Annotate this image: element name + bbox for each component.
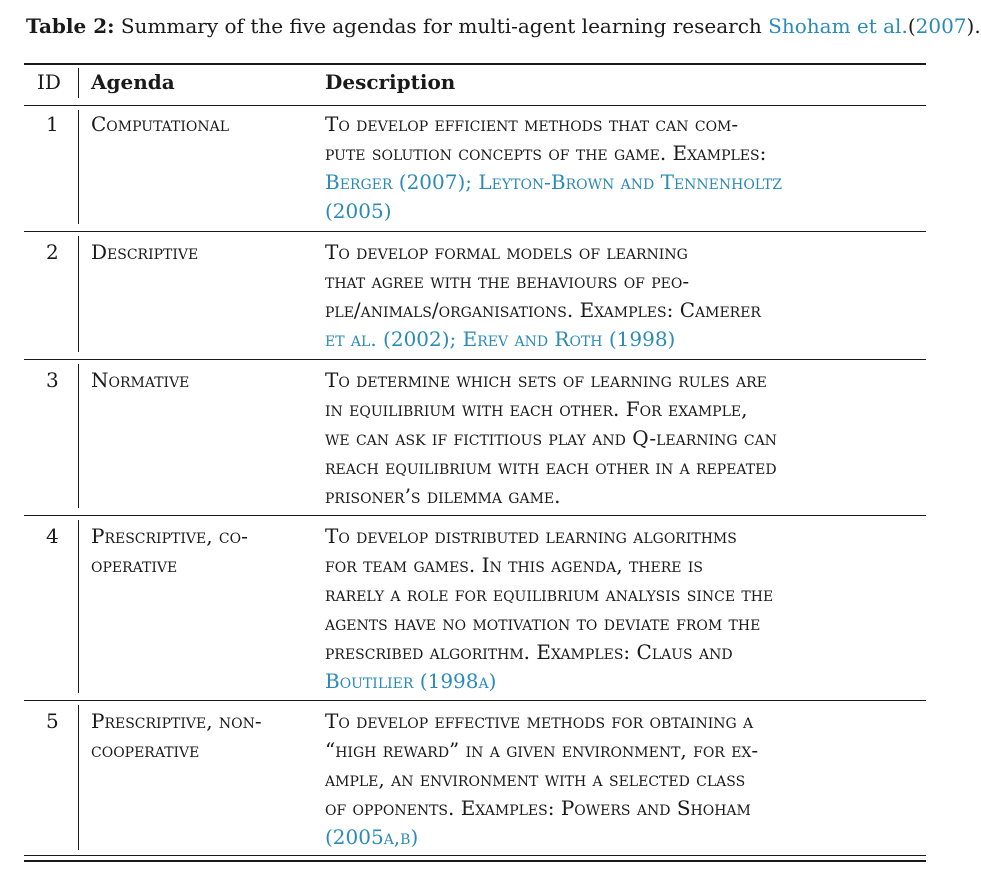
citation-line[interactable]: (2005a,b) (325, 825, 419, 849)
column-divider (78, 236, 79, 352)
row-agenda: Prescriptive, non-cooperative (91, 709, 262, 762)
description-line: To develop effective methods for obtaining a (325, 709, 754, 733)
caption-citation-authors[interactable]: Shoham et al. (768, 14, 908, 38)
description-line: To develop distributed learning algorithms (325, 524, 737, 548)
citation-line[interactable]: Berger (2007); Leyton-Brown and Tennenholtz (325, 170, 783, 194)
column-divider (78, 110, 79, 224)
row-description (325, 238, 915, 354)
description-line: reach equilibrium with each other in a repeated (325, 455, 777, 479)
description-line: ple/animals/organisations. Examples: Camerer (325, 298, 761, 322)
description-line: “high reward” in a given environment, for ex- (325, 738, 759, 762)
row-separator (24, 515, 926, 516)
row-description (325, 366, 915, 511)
header-description: Description (325, 70, 456, 94)
header-agenda: Agenda (91, 70, 175, 94)
row-id: 1 (46, 112, 59, 136)
description-line: of opponents. Examples: Powers and Shoham (325, 796, 751, 820)
row-description (325, 522, 915, 696)
row-separator (24, 359, 926, 360)
table-bottom-rule (24, 860, 926, 862)
row-separator (24, 700, 926, 701)
table-top-rule (24, 63, 926, 65)
description-line: To determine which sets of learning rules are (325, 368, 767, 392)
description-line: we can ask if fictitious play and Q-learning can (325, 426, 777, 450)
description-line: ample, an environment with a selected class (325, 767, 746, 791)
row-agenda: Computational (91, 112, 230, 136)
row-separator (24, 231, 926, 232)
column-divider (78, 520, 79, 693)
description-line: prisoner’s dilemma game. (325, 484, 561, 508)
row-id: 3 (46, 368, 59, 392)
row-agenda: Normative (91, 368, 190, 392)
row-id: 2 (46, 240, 59, 264)
column-divider (78, 364, 79, 508)
caption-citation-year[interactable]: 2007 (915, 14, 967, 38)
description-line: To develop efficient methods that can com- (325, 112, 739, 136)
description-line: pute solution concepts of the game. Examples: (325, 141, 767, 165)
caption-text: Summary of the five agendas for multi-agent learning research (120, 14, 762, 38)
caption-citation-close: ). (966, 14, 981, 38)
description-line: agents have no motivation to deviate from the (325, 611, 761, 635)
description-line: To develop formal models of learning (325, 240, 688, 264)
citation-line[interactable]: Boutilier (1998a) (325, 669, 497, 693)
row-description (325, 110, 915, 226)
column-divider (78, 68, 79, 98)
row-description (325, 707, 915, 852)
description-line: rarely a role for equilibrium analysis since the (325, 582, 774, 606)
row-id: 5 (46, 709, 59, 733)
row-agenda: Prescriptive, co-operative (91, 524, 248, 577)
description-line: in equilibrium with each other. For example, (325, 397, 748, 421)
row-agenda: Descriptive (91, 240, 199, 264)
citation-line[interactable]: et al. (2002); Erev and Roth (1998) (325, 327, 676, 351)
table-caption (26, 14, 981, 38)
description-line: for team games. In this agenda, there is (325, 553, 703, 577)
description-line: that agree with the behaviours of peo- (325, 269, 690, 293)
column-divider (78, 705, 79, 850)
caption-citation-open: ( (907, 14, 916, 38)
caption-label: Table 2: (26, 14, 115, 38)
citation-line[interactable]: (2005) (325, 199, 392, 223)
header-id: ID (37, 70, 61, 94)
table-header-rule (24, 105, 926, 106)
row-id: 4 (46, 524, 59, 548)
table-bottom-rule (24, 855, 926, 856)
description-line: prescribed algorithm. Examples: Claus and (325, 640, 733, 664)
